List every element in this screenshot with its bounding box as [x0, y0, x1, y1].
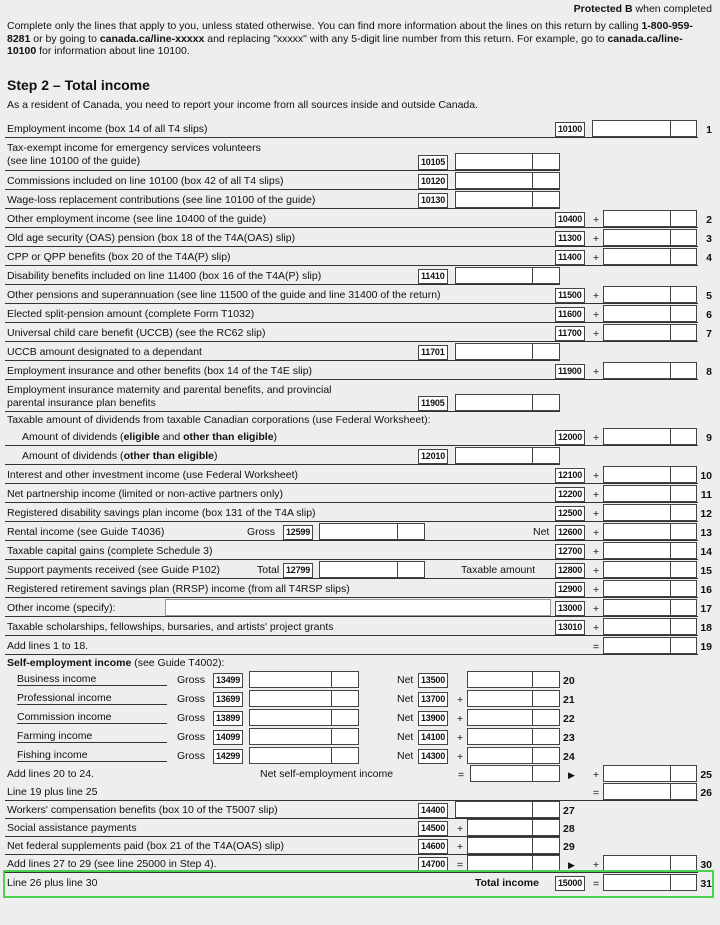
line-11400-input[interactable]	[603, 248, 673, 265]
line-14600: Net federal supplements paid (box 21 of the T4A(OAS) slip) 14600 + 29	[5, 838, 560, 855]
line-14400: Workers' compensation benefits (box 10 of the T5007 slip) 14400 27	[5, 802, 560, 819]
line-11300: Old age security (OAS) pension (box 18 of the T4A(OAS) slip) 11300 + 3	[5, 230, 698, 247]
se-label: Farming income	[17, 730, 167, 743]
line-14500-input[interactable]	[467, 819, 536, 836]
line-10120-input[interactable]	[455, 172, 536, 189]
line-10120: Commissions included on line 10100 (box 42 of all T4 slips) 10120	[5, 173, 560, 190]
line-12010-cents[interactable]	[532, 447, 560, 464]
line-12500-cents[interactable]	[670, 504, 697, 521]
step-title: Step 2 – Total income	[7, 77, 150, 93]
gross-code: 13899	[213, 711, 243, 726]
net-cents[interactable]	[532, 728, 560, 745]
line-11905: Employment insurance maternity and parental benefits, and provincial parental insurance plan benefits 11905	[5, 382, 560, 412]
line-12900-cents[interactable]	[670, 580, 697, 597]
line-10105: Tax-exempt income for emergency services volunteers (see line 10100 of the guide) 10105	[5, 140, 560, 171]
protected-b-notice: Protected B when completed	[573, 3, 712, 15]
line-25-mid-input[interactable]	[470, 765, 536, 782]
line-11500-input[interactable]	[603, 286, 673, 303]
gross-label: Gross	[177, 712, 206, 724]
line-11400: CPP or QPP benefits (box 20 of the T4A(P) slip) 11400 + 4	[5, 249, 698, 266]
line-11300-input[interactable]	[603, 229, 673, 246]
gross-input[interactable]	[249, 709, 335, 726]
line-12010-input[interactable]	[455, 447, 536, 464]
net-cents[interactable]	[532, 747, 560, 764]
net-input[interactable]	[467, 747, 536, 764]
line-10400-cents[interactable]	[670, 210, 697, 227]
line-19-cents[interactable]	[670, 637, 697, 654]
line-12900-input[interactable]	[603, 580, 673, 597]
net-label: Net	[397, 750, 414, 762]
net-label: Net	[397, 693, 414, 705]
gross-cents[interactable]	[331, 728, 359, 745]
line-15000: Line 26 plus line 30 Total income 15000 = 31	[5, 874, 698, 891]
self-employment-heading: Self-employment income (see Guide T4002):	[7, 657, 225, 669]
line-11410-cents[interactable]	[532, 267, 560, 284]
gross-label: Gross	[177, 674, 206, 686]
gross-cents[interactable]	[331, 709, 359, 726]
line-11600-cents[interactable]	[670, 305, 697, 322]
line-12100: Interest and other investment income (use Federal Worksheet) 12100 + 10	[5, 467, 698, 484]
self-employment-row	[5, 672, 575, 688]
net-input[interactable]	[467, 709, 536, 726]
se-label: Commission income	[17, 711, 167, 724]
line-11905-cents[interactable]	[532, 394, 560, 411]
line-13010-input[interactable]	[603, 618, 673, 635]
net-cents[interactable]	[532, 709, 560, 726]
line-12700-input[interactable]	[603, 542, 673, 559]
other-income-specify-input[interactable]	[165, 599, 551, 616]
dividends-heading: Taxable amount of dividends from taxable Canadian corporations (use Federal Worksheet):	[7, 414, 431, 426]
rental-gross-cents[interactable]	[397, 523, 425, 540]
support-total-input[interactable]	[319, 561, 400, 578]
total-income-input[interactable]	[603, 874, 673, 891]
se-label: Professional income	[17, 692, 167, 705]
line-11700-cents[interactable]	[670, 324, 697, 341]
net-code: 14100	[418, 730, 448, 745]
line-19: Add lines 1 to 18. = 19	[5, 638, 698, 655]
gross-input[interactable]	[249, 671, 335, 688]
gross-input[interactable]	[249, 728, 335, 745]
line-11410-input[interactable]	[455, 267, 536, 284]
gross-input[interactable]	[249, 747, 335, 764]
step-subtitle: As a resident of Canada, you need to report your income from all sources inside and outside Canada.	[7, 99, 479, 111]
line-12010: Amount of dividends (other than eligible) 12010	[5, 448, 560, 465]
line-25-mid-cents[interactable]	[532, 765, 560, 782]
net-input[interactable]	[467, 728, 536, 745]
se-label: Fishing income	[17, 749, 167, 762]
line-14400-cents[interactable]	[532, 801, 560, 818]
line-14600-input[interactable]	[467, 837, 536, 854]
net-code: 13900	[418, 711, 448, 726]
gross-input[interactable]	[249, 690, 335, 707]
line-10100: Employment income (box 14 of all T4 slips) 10100 1	[5, 121, 698, 138]
op: +	[457, 732, 464, 744]
net-input[interactable]	[467, 671, 536, 688]
line-code: 10100	[555, 122, 585, 137]
net-code: 13700	[418, 692, 448, 707]
line-11700-input[interactable]	[603, 324, 673, 341]
line-10120-cents[interactable]	[532, 172, 560, 189]
net-input[interactable]	[467, 690, 536, 707]
line-13000-input[interactable]	[603, 599, 673, 616]
line-12000-input[interactable]	[603, 428, 673, 445]
line-13000-cents[interactable]	[670, 599, 697, 616]
line-10105-cents[interactable]	[532, 153, 560, 170]
line-25-cents[interactable]	[670, 765, 697, 782]
line-11600-input[interactable]	[603, 305, 673, 322]
line-12700: Taxable capital gains (complete Schedule 3) 12700 + 14	[5, 543, 698, 560]
gross-code: 13499	[213, 673, 243, 688]
line-12800-cents[interactable]	[670, 561, 697, 578]
line-11900-input[interactable]	[603, 362, 673, 379]
line-12600-input[interactable]	[603, 523, 673, 540]
line-12500-input[interactable]	[603, 504, 673, 521]
line-11900: Employment insurance and other benefits (box 14 of the T4E slip) 11900 + 8	[5, 363, 698, 380]
line-11400-cents[interactable]	[670, 248, 697, 265]
line-number: 23	[563, 732, 575, 744]
line-26: Line 19 plus line 25 = 26	[5, 784, 698, 801]
line-11500: Other pensions and superannuation (see line 11500 of the guide and line 31400 of the return) 11500 + 5	[5, 287, 698, 304]
line-12700-cents[interactable]	[670, 542, 697, 559]
line-10130-input[interactable]	[455, 191, 536, 208]
line-14600-cents[interactable]	[532, 837, 560, 854]
line-14400-input[interactable]	[455, 801, 536, 818]
se-label: Business income	[17, 673, 167, 686]
gross-code: 14299	[213, 749, 243, 764]
line-11905-input[interactable]	[455, 394, 536, 411]
line-13000: Other income (specify): 13000 + 17	[5, 600, 698, 617]
line-12900: Registered retirement savings plan (RRSP) income (from all T4RSP slips) 12900 + 16	[5, 581, 698, 598]
line-12200-input[interactable]	[603, 485, 673, 502]
line-12600: Rental income (see Guide T4036) Gross 12599 Net 12600 + 13	[5, 524, 698, 541]
gross-label: Gross	[177, 731, 206, 743]
self-employment-row	[5, 729, 575, 745]
total-income-label: Total income	[475, 877, 539, 889]
self-employment-row	[5, 710, 575, 726]
gross-code: 13699	[213, 692, 243, 707]
line-25-input[interactable]	[603, 765, 673, 782]
gross-label: Gross	[177, 750, 206, 762]
line-10400: Other employment income (see line 10400 of the guide) 10400 + 2	[5, 211, 698, 228]
net-label: Net	[397, 731, 414, 743]
net-code: 14300	[418, 749, 448, 764]
gross-cents[interactable]	[331, 747, 359, 764]
line-10100-input[interactable]	[592, 120, 673, 137]
gross-code: 14099	[213, 730, 243, 745]
line-13010-cents[interactable]	[670, 618, 697, 635]
line-12800: Support payments received (see Guide P102) Total 12799 Taxable amount 12800 + 15	[5, 562, 698, 579]
line-19-input[interactable]	[603, 637, 673, 654]
net-cents[interactable]	[532, 690, 560, 707]
total-income-cents[interactable]	[670, 874, 697, 891]
line-11500-cents[interactable]	[670, 286, 697, 303]
line-11600: Elected split-pension amount (complete Form T1032) 11600 + 6	[5, 306, 698, 323]
gross-label: Gross	[177, 693, 206, 705]
line-11701-input[interactable]	[455, 343, 536, 360]
intro-text: Complete only the lines that apply to you, unless stated otherwise. You can find more information about the lines on this return by calling 1-800-959-8281 or by going to canada.ca/line-xxxxx and replacing "xxxxx" with any 5-digit line number from this return. For example, go to canada.ca/line-10100 for information about line 10100.	[7, 20, 693, 57]
line-number: 21	[563, 694, 575, 706]
support-total-cents[interactable]	[397, 561, 425, 578]
op: +	[457, 694, 464, 706]
line-number: 20	[563, 675, 575, 687]
self-employment-row	[5, 691, 575, 707]
line-11701: UCCB amount designated to a dependant 11701	[5, 344, 560, 361]
line-12100-input[interactable]	[603, 466, 673, 483]
net-label: Net	[397, 674, 414, 686]
line-14700: Add lines 27 to 29 (see line 25000 in Step 4). 14700 = ▶ + 30	[5, 856, 698, 873]
net-label: Net	[397, 712, 414, 724]
line-11410: Disability benefits included on line 11400 (box 16 of the T4A(P) slip) 11410	[5, 268, 560, 285]
op: +	[457, 713, 464, 725]
line-12100-cents[interactable]	[670, 466, 697, 483]
line-25: Add lines 20 to 24. Net self-employment income = ▶ + 25	[5, 766, 698, 782]
line-14500: Social assistance payments 14500 + 28	[5, 820, 560, 837]
line-number: 24	[563, 751, 575, 763]
line-10130-cents[interactable]	[532, 191, 560, 208]
rental-gross-input[interactable]	[319, 523, 400, 540]
line-12000: Amount of dividends (eligible and other than eligible) 12000 + 9	[5, 429, 698, 446]
op: +	[457, 751, 464, 763]
gross-cents[interactable]	[331, 671, 359, 688]
line-26-input[interactable]	[603, 783, 673, 800]
net-cents[interactable]	[532, 671, 560, 688]
line-26-cents[interactable]	[670, 783, 697, 800]
line-14500-cents[interactable]	[532, 819, 560, 836]
line-12600-cents[interactable]	[670, 523, 697, 540]
line-10130: Wage-loss replacement contributions (see line 10100 of the guide) 10130	[5, 192, 560, 209]
line-10400-input[interactable]	[603, 210, 673, 227]
line-11300-cents[interactable]	[670, 229, 697, 246]
line-12200-cents[interactable]	[670, 485, 697, 502]
line-11700: Universal child care benefit (UCCB) (see the RC62 slip) 11700 + 7	[5, 325, 698, 342]
net-code: 13500	[418, 673, 448, 688]
line-13010: Taxable scholarships, fellowships, bursaries, and artists' project grants 13010 + 18	[5, 619, 698, 636]
self-employment-row	[5, 748, 575, 764]
line-11900-cents[interactable]	[670, 362, 697, 379]
line-12200: Net partnership income (limited or non-active partners only) 12200 + 11	[5, 486, 698, 503]
line-10100-cents[interactable]	[670, 120, 697, 137]
line-12800-input[interactable]	[603, 561, 673, 578]
line-12500: Registered disability savings plan income (box 131 of the T4A slip) 12500 + 12	[5, 505, 698, 522]
line-12000-cents[interactable]	[670, 428, 697, 445]
line-10105-input[interactable]	[455, 153, 536, 170]
gross-cents[interactable]	[331, 690, 359, 707]
line-number: 22	[563, 713, 575, 725]
line-11701-cents[interactable]	[532, 343, 560, 360]
